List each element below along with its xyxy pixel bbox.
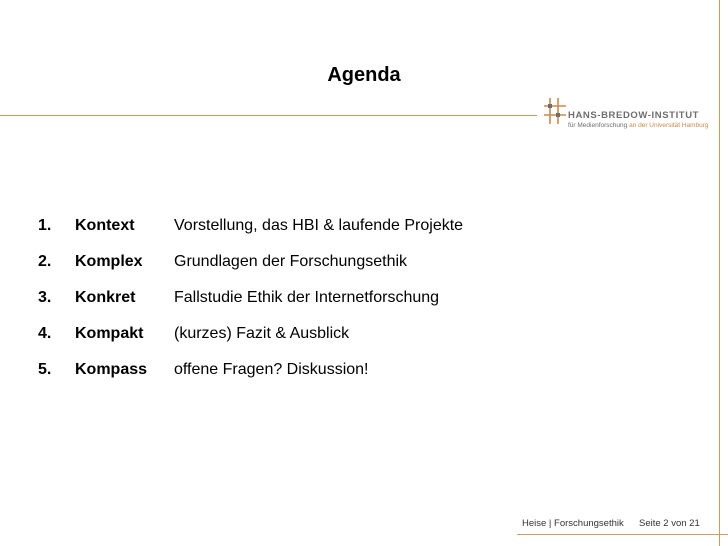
agenda-item-number: 3. <box>38 289 52 306</box>
agenda-item-keyword: Komplex <box>75 253 143 270</box>
footer-source: Heise | Forschungsethik <box>522 518 624 529</box>
agenda-item-number: 1. <box>38 217 52 234</box>
agenda-item-keyword: Kompass <box>75 361 148 378</box>
agenda-item-description: (kurzes) Fazit & Ausblick <box>174 325 350 342</box>
right-border-line <box>719 0 720 546</box>
logo-name: HANS-BREDOW-INSTITUT <box>568 110 700 121</box>
header-divider <box>0 115 537 116</box>
institute-logo <box>540 94 720 134</box>
agenda-item-keyword: Konkret <box>75 289 136 306</box>
logo-subtitle-main: für Medienforschung <box>568 122 628 129</box>
logo-subtitle <box>568 122 709 129</box>
logo-mark-icon <box>544 96 566 126</box>
agenda-item-description: Grundlagen der Forschungsethik <box>174 253 408 270</box>
agenda-item-number: 2. <box>38 253 52 270</box>
agenda-item-description: Vorstellung, das HBI & laufende Projekte <box>174 217 464 234</box>
logo-subtitle-highlight: an der Universität Hamburg <box>627 122 709 129</box>
footer-divider <box>517 534 728 535</box>
agenda-item-keyword: Kompakt <box>75 325 144 342</box>
agenda-item-description: Fallstudie Ethik der Internetforschung <box>174 289 440 306</box>
agenda-item-number: 5. <box>38 361 52 378</box>
agenda-item-description: offene Fragen? Diskussion! <box>174 361 369 378</box>
footer-page-number: Seite 2 von 21 <box>639 518 700 529</box>
page-title: Agenda <box>327 64 401 86</box>
agenda-item-number: 4. <box>38 325 52 342</box>
agenda-item-keyword: Kontext <box>75 217 135 234</box>
